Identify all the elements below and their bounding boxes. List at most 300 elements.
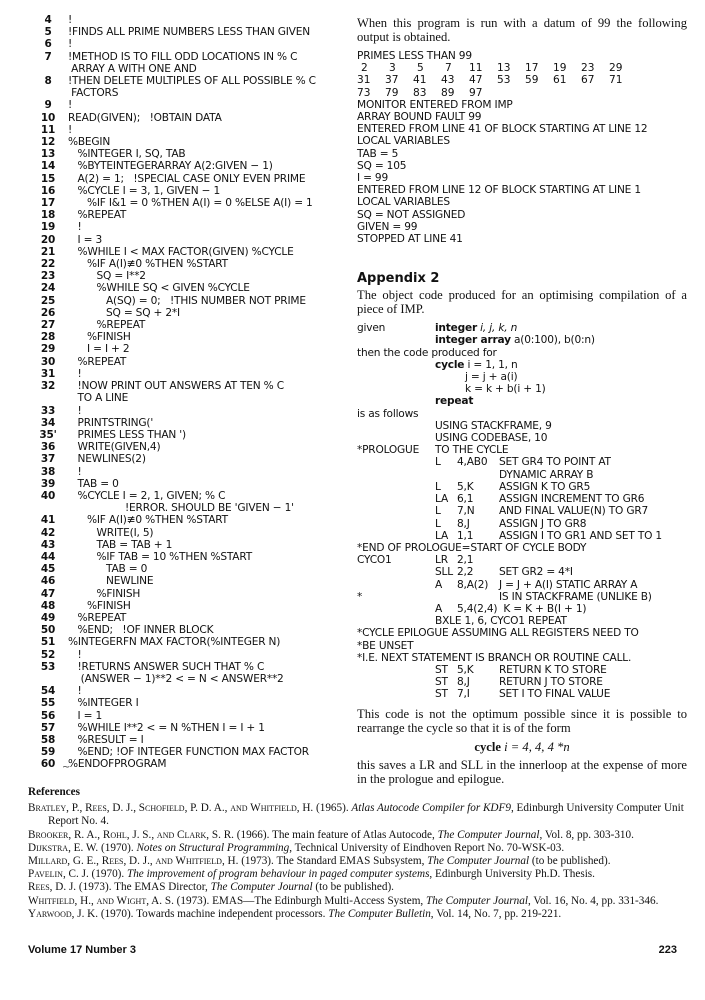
asm-line — [357, 456, 687, 468]
asm-opcode: ST — [435, 663, 448, 676]
reference-details: (to be published). — [529, 855, 611, 868]
code-line — [28, 51, 358, 63]
line-number: 17 — [40, 197, 56, 210]
code-line — [28, 173, 358, 185]
code-line — [28, 75, 358, 87]
code-line — [28, 685, 358, 697]
asm-operand: 5,K — [457, 480, 474, 493]
line-number: 25 — [40, 294, 56, 307]
asm-label: *PROLOGUE — [357, 444, 420, 457]
code-text: %IF A(I)≢0 %THEN %START — [68, 258, 228, 271]
prime-value: 5 — [417, 62, 424, 75]
code-text: %REPEAT — [68, 209, 127, 222]
primes-table — [357, 62, 687, 99]
asm-comment: J = J + A(I) STATIC ARRAY A — [499, 578, 638, 591]
line-number: 37 — [40, 453, 56, 466]
asm-label: *CYCLE EPILOGUE ASSUMING ALL REGISTERS NEED TO — [357, 627, 639, 640]
code-line — [28, 209, 358, 221]
asm-comment: SET I TO FINAL VALUE — [499, 688, 611, 701]
asm-opcode: A — [435, 578, 443, 591]
given-decl-2 — [357, 334, 687, 346]
reference-details: (to be published). — [312, 881, 394, 894]
asm-label — [357, 456, 435, 468]
asm-label — [357, 615, 435, 627]
code-line — [28, 112, 358, 124]
code-line — [28, 99, 358, 111]
line-number: 59 — [40, 746, 56, 759]
line-number: 46 — [40, 575, 56, 588]
prime-value: 59 — [525, 74, 539, 87]
line-number: 45 — [40, 563, 56, 576]
code-text: %RESULT = I — [68, 733, 144, 746]
reference-authors: Brooker, R. A., Rohl, J. S., and Clark, S. R. (1966). — [28, 828, 270, 841]
code-text: WRITE(I, 5) — [68, 526, 154, 539]
code-line — [28, 466, 358, 478]
asm-label: * — [357, 590, 363, 603]
code-line — [28, 551, 358, 563]
line-number: 40 — [40, 489, 56, 502]
code-line — [28, 624, 358, 636]
asm-label: CYCO1 — [357, 554, 392, 567]
asm-operand: 8,J — [457, 517, 470, 530]
asm-operand: 8,A(2) — [457, 578, 489, 591]
appendix-intro: The object code produced for an optimising compilation of a piece of IMP. — [357, 288, 687, 317]
asm-comment: ASSIGN K TO GR5 — [499, 480, 591, 493]
reference-authors: Millard, G. E., Rees, D. J., and Whitfield, H. (1973). — [28, 855, 274, 868]
code-text: TAB = 0 — [68, 477, 119, 490]
output-line: I = 99 — [357, 172, 389, 185]
code-line — [28, 478, 358, 490]
asm-opcode: L — [435, 456, 441, 469]
asm-line — [357, 444, 687, 456]
line-number: 50 — [40, 624, 56, 637]
decl1-vars: i, j, k, n — [477, 322, 518, 335]
asm-label — [357, 688, 435, 700]
line-number: 58 — [40, 733, 56, 746]
code-line — [28, 588, 358, 600]
asm-line — [357, 603, 687, 615]
asm-label — [357, 420, 435, 432]
reference-authors: Rees, D. J. (1973). — [28, 881, 112, 894]
cycle-line — [357, 359, 687, 371]
code-line — [28, 295, 358, 307]
asm-opcode: USING CODEBASE, 10 — [435, 432, 548, 445]
line-number: 28 — [40, 331, 56, 344]
reference-authors: Pavelin, C. J. (1970). — [28, 868, 125, 881]
repeat-line: repeat — [435, 395, 474, 408]
code-line — [28, 148, 358, 160]
prime-value: 19 — [553, 62, 567, 75]
asm-line — [357, 530, 687, 542]
code-line — [28, 600, 358, 612]
line-number: 9 — [44, 99, 52, 112]
asm-operand — [457, 591, 499, 603]
given-label: given — [357, 322, 386, 335]
code-text: %END; !OF INTEGER FUNCTION MAX FACTOR — [68, 746, 309, 759]
line-number: 41 — [40, 514, 56, 527]
code-line — [28, 331, 358, 343]
code-line — [28, 453, 358, 465]
prime-value: 31 — [357, 74, 371, 87]
code-line — [28, 441, 358, 453]
line-number: 13 — [40, 148, 56, 161]
reference-item — [28, 842, 688, 855]
line-number: 53 — [40, 660, 56, 673]
line-number: 30 — [40, 355, 56, 368]
line-number: 8 — [44, 75, 52, 88]
asm-comment — [499, 640, 687, 652]
code-text: ! — [68, 465, 82, 478]
asm-operand — [457, 640, 499, 652]
line-number — [28, 673, 68, 685]
prime-value: 97 — [469, 86, 483, 99]
asm-opcode: A — [435, 602, 443, 615]
given-decl-1 — [357, 322, 687, 334]
prime-value: 67 — [581, 74, 595, 87]
code-text: I = 3 — [68, 233, 102, 246]
code-text: %INTEGERFN MAX FACTOR(%INTEGER N) — [68, 636, 281, 649]
line-number: 57 — [40, 721, 56, 734]
reference-authors: Dijkstra, E. W. (1970). — [28, 841, 134, 854]
code-line — [28, 234, 358, 246]
code-text: PRIMES LESS THAN ') — [68, 428, 186, 441]
asm-label — [357, 676, 435, 688]
asm-line — [357, 554, 687, 566]
asm-operand: 6,1 — [457, 493, 474, 506]
code-line — [28, 221, 358, 233]
decl2-keyword: integer array — [435, 334, 511, 347]
output-line: SQ = 105 — [357, 159, 407, 172]
line-number: 39 — [40, 477, 56, 490]
prime-value: 3 — [389, 62, 396, 75]
code-text: ARRAY A WITH ONE AND — [68, 62, 197, 75]
line-number: 27 — [40, 319, 56, 332]
asm-label — [357, 469, 435, 481]
line-number: 7 — [44, 50, 52, 63]
code-text: NEWLINE — [68, 575, 154, 588]
code-line — [28, 380, 358, 392]
asm-operand: 7,N — [457, 505, 475, 518]
line-number: 34 — [40, 416, 56, 429]
code-line — [28, 746, 358, 758]
asm-operand: 5,K — [457, 663, 474, 676]
reference-title: Atlas Autocode Compiler for KDF9 — [351, 802, 511, 815]
asm-opcode: L — [435, 517, 441, 530]
code-text: %WHILE I**2 < = N %THEN I = I + 1 — [68, 721, 265, 734]
line-number: 31 — [40, 367, 56, 380]
reference-item — [28, 881, 688, 894]
output-line: SQ = NOT ASSIGNED — [357, 208, 466, 221]
prime-value: 73 — [357, 86, 371, 99]
code-line — [28, 136, 358, 148]
reference-details: , Vol. 8, pp. 303-310. — [539, 828, 634, 841]
code-text: %BEGIN — [68, 136, 111, 149]
reference-article: Towards machine independent processors. — [136, 907, 329, 920]
line-number — [28, 63, 68, 75]
references-heading: References — [28, 786, 80, 798]
code-line — [28, 26, 358, 38]
output-line: ENTERED FROM LINE 12 OF BLOCK STARTING AT LINE 1 — [357, 184, 641, 197]
line-number: 14 — [40, 160, 56, 173]
line-number: 51 — [40, 636, 56, 649]
line-number: 24 — [40, 282, 56, 295]
output-line: GIVEN = 99 — [357, 220, 418, 233]
asm-comment: AND FINAL VALUE(N) TO GR7 — [499, 505, 649, 518]
code-line — [28, 502, 358, 514]
asm-line — [357, 688, 687, 700]
code-text: PRINTSTRING(' — [68, 416, 154, 429]
code-text: ! — [68, 221, 82, 234]
prime-value: 83 — [413, 86, 427, 99]
code-text: ! — [68, 367, 82, 380]
asm-line — [357, 591, 687, 603]
asm-operand — [457, 469, 499, 481]
line-number: 20 — [40, 233, 56, 246]
code-text: TAB = TAB + 1 — [68, 538, 173, 551]
prime-value: 79 — [385, 86, 399, 99]
prime-value: 13 — [497, 62, 511, 75]
asm-opcode: TO THE CYCLE — [435, 444, 509, 457]
code-text: %WHILE SQ < GIVEN %CYCLE — [68, 282, 250, 295]
line-number: 60 — [40, 758, 56, 771]
cycle-spec: i = 1, 1, n — [464, 358, 518, 371]
asm-line — [357, 493, 687, 505]
is-as-follows: is as follows — [357, 407, 419, 420]
code-text: %REPEAT — [68, 319, 146, 332]
code-line — [28, 673, 358, 685]
line-number: 44 — [40, 550, 56, 563]
asm-opcode: ST — [435, 688, 448, 701]
code-text: READ(GIVEN); !OBTAIN DATA — [68, 111, 222, 124]
asm-comment — [499, 554, 687, 566]
reference-title: The Computer Bulletin — [328, 907, 431, 920]
decl2-vars: a(0:100), b(0:n) — [510, 334, 595, 347]
asm-line — [357, 664, 687, 676]
code-text: ! — [68, 38, 73, 51]
code-text: (ANSWER − 1)**2 < = N < ANSWER**2 — [68, 672, 284, 685]
code-line — [28, 514, 358, 526]
right-column — [357, 16, 687, 786]
code-line — [28, 649, 358, 661]
reference-authors: Bratley, P., Rees, D. J., Schofield, P. D. A., and Whitfield, H. (1965). — [28, 802, 349, 815]
asm-comment: IS IN STACKFRAME (UNLIKE B) — [499, 590, 652, 603]
reference-details: , Vol. 14, No. 7, pp. 219-221. — [430, 907, 562, 920]
code-line — [28, 38, 358, 50]
asm-line — [357, 627, 687, 639]
code-line — [28, 356, 358, 368]
code-text: I = 1 — [68, 709, 102, 722]
asm-label — [357, 664, 435, 676]
asm-opcode: BXLE 1, 6, CYCO1 REPEAT — [435, 615, 567, 628]
code-text: SQ = SQ + 2*I — [68, 306, 180, 319]
reference-item — [28, 895, 688, 908]
code-text: ! — [68, 99, 73, 112]
code-text: !RETURNS ANSWER SUCH THAT % C — [68, 660, 265, 673]
output-line: ENTERED FROM LINE 41 OF BLOCK STARTING AT LINE 12 — [357, 123, 648, 136]
output-intro: When this program is run with a datum of 99 the following output is obtained. — [357, 16, 687, 44]
code-text: %IF TAB = 10 %THEN %START — [68, 550, 253, 563]
line-number: 16 — [40, 184, 56, 197]
asm-line — [357, 518, 687, 530]
asm-opcode: USING STACKFRAME, 9 — [435, 419, 552, 432]
reference-authors: Yarwood, J. K. (1970). — [28, 907, 134, 920]
code-line — [28, 270, 358, 282]
code-line — [28, 246, 358, 258]
code-text: FACTORS — [68, 87, 119, 100]
asm-comment: ASSIGN I TO GR1 AND SET TO 1 — [499, 529, 662, 542]
prime-value: 17 — [525, 62, 539, 75]
output-line: TAB = 5 — [357, 147, 399, 160]
asm-label — [357, 481, 435, 493]
reference-title: The Computer Journal — [427, 855, 530, 868]
code-text: NEWLINES(2) — [68, 453, 146, 466]
asm-comment: DYNAMIC ARRAY B — [499, 468, 594, 481]
prime-value: 29 — [609, 62, 623, 75]
asm-opcode: LR — [435, 554, 448, 567]
code-text: !ERROR. SHOULD BE 'GIVEN − 1' — [68, 502, 294, 515]
line-number: 11 — [40, 123, 56, 136]
code-line — [28, 63, 358, 75]
prime-value: 11 — [469, 62, 483, 75]
asm-comment: ASSIGN J TO GR8 — [499, 517, 587, 530]
line-number: 19 — [40, 221, 56, 234]
line-number: 42 — [40, 526, 56, 539]
asm-opcode — [435, 591, 457, 603]
line-number: 23 — [40, 270, 56, 283]
asm-label: *BE UNSET — [357, 639, 414, 652]
prime-value: 41 — [413, 74, 427, 87]
prime-value: 43 — [441, 74, 455, 87]
code-line — [28, 636, 358, 648]
line-number: 47 — [40, 587, 56, 600]
closing-cycle: cycle i = 4, 4, 4 *n — [474, 739, 570, 754]
asm-comment: SET GR2 = 4*I — [499, 566, 573, 579]
code-text: TAB = 0 — [68, 563, 148, 576]
asm-operand: 2,2 — [457, 566, 474, 579]
reference-title: Notes on Structural Programming — [136, 841, 290, 854]
line-number: 5 — [44, 26, 52, 39]
code-line — [28, 343, 358, 355]
code-line — [28, 14, 358, 26]
reference-article: The EMAS Director, — [114, 881, 211, 894]
line-number: 29 — [40, 343, 56, 356]
reference-item — [28, 855, 688, 868]
asm-operand: 4,AB0 — [457, 456, 488, 469]
reference-item — [28, 868, 688, 881]
stray-mark: ~ — [62, 762, 71, 773]
code-text: WRITE(GIVEN,4) — [68, 441, 161, 454]
code-text: %BYTEINTEGERARRAY A(2:GIVEN − 1) — [68, 160, 273, 173]
prime-value: 53 — [497, 74, 511, 87]
line-number: 36 — [40, 441, 56, 454]
prime-value: 37 — [385, 74, 399, 87]
asm-label: *END OF PROLOGUE=START OF CYCLE BODY — [357, 541, 587, 554]
output-line: STOPPED AT LINE 41 — [357, 233, 463, 246]
asm-opcode: L — [435, 505, 441, 518]
line-number: 15 — [40, 172, 56, 185]
asm-operand: 5,4(2,4) — [457, 602, 498, 615]
reference-details: , Vol. 16, No. 4, pp. 331-346. — [527, 894, 659, 907]
line-number: 55 — [40, 697, 56, 710]
line-number: 49 — [40, 611, 56, 624]
asm-opcode: ST — [435, 676, 448, 689]
cycle-keyword: cycle — [435, 358, 465, 371]
asm-line — [357, 615, 687, 627]
asm-operand: 7,I — [457, 688, 470, 701]
asm-line — [357, 481, 687, 493]
line-number: 52 — [40, 648, 56, 661]
code-line — [28, 307, 358, 319]
reference-item — [28, 829, 688, 842]
output-line: ARRAY BOUND FAULT 99 — [357, 111, 482, 124]
line-number: 54 — [40, 685, 56, 698]
page-number: 223 — [658, 944, 677, 956]
code-text: !FINDS ALL PRIME NUMBERS LESS THAN GIVEN — [68, 26, 310, 39]
closing-paragraph-2: this saves a LR and SLL in the innerloop at the expense of more in the prologue and epilogue. — [357, 757, 687, 786]
line-number: 43 — [40, 538, 56, 551]
code-text: %IF A(I)≢0 %THEN %START — [68, 514, 228, 527]
code-line — [28, 417, 358, 429]
asm-label — [357, 518, 435, 530]
code-text: %INTEGER I — [68, 697, 139, 710]
code-text: A(SQ) = 0; !THIS NUMBER NOT PRIME — [68, 294, 306, 307]
asm-line — [357, 652, 687, 664]
line-number: 26 — [40, 306, 56, 319]
output-header: PRIMES LESS THAN 99 — [357, 50, 472, 62]
asm-opcode: L — [435, 480, 441, 493]
asm-operand: 1,1 — [457, 529, 474, 542]
code-text: %FINISH — [68, 599, 131, 612]
code-line — [28, 722, 358, 734]
code-text: %CYCLE I = 3, 1, GIVEN − 1 — [68, 184, 221, 197]
code-text: %REPEAT — [68, 355, 127, 368]
code-text: %CYCLE I = 2, 1, GIVEN; % C — [68, 489, 226, 502]
line-number: 35' — [39, 428, 57, 441]
asm-opcode — [435, 640, 457, 652]
asm-label: *I.E. NEXT STATEMENT IS BRANCH OR ROUTINE CALL. — [357, 651, 632, 664]
line-number: 10 — [40, 111, 56, 124]
line-number — [28, 502, 68, 514]
code-text: ! — [68, 123, 73, 136]
asm-comment: RETURN J TO STORE — [499, 676, 603, 689]
asm-operand: 2,1 — [457, 554, 474, 567]
code-text: ! — [68, 648, 82, 661]
decl1-keyword: integer — [435, 322, 478, 335]
code-line — [28, 697, 358, 709]
reference-title: The Computer Journal — [437, 828, 540, 841]
code-line — [28, 539, 358, 551]
output-line: MONITOR ENTERED FROM IMP — [357, 98, 513, 111]
code-text: ! — [68, 14, 73, 26]
line-number: 4 — [44, 14, 52, 26]
asm-comment: ASSIGN INCREMENT TO GR6 — [499, 493, 645, 506]
prime-value: 89 — [441, 86, 455, 99]
asm-line — [357, 640, 687, 652]
closing-paragraph-1: This code is not the optimum possible since it is possible to rearrange the cycle so that it is of the form — [357, 706, 687, 735]
reference-details: , Edinburgh University Ph.D. Thesis. — [429, 868, 595, 881]
references — [28, 786, 688, 921]
asm-line — [357, 432, 687, 444]
output-line: LOCAL VARIABLES — [357, 135, 450, 148]
code-line — [28, 197, 358, 209]
output-line: LOCAL VARIABLES — [357, 196, 450, 209]
code-text: ! — [68, 685, 82, 698]
appendix-title: Appendix 2 — [357, 271, 440, 287]
code-text: %IF I&1 = 0 %THEN A(I) = 0 %ELSE A(I) = 1 — [68, 197, 313, 210]
code-line — [28, 734, 358, 746]
page-footer — [28, 944, 677, 956]
volume-number: Volume 17 Number 3 — [28, 944, 136, 956]
